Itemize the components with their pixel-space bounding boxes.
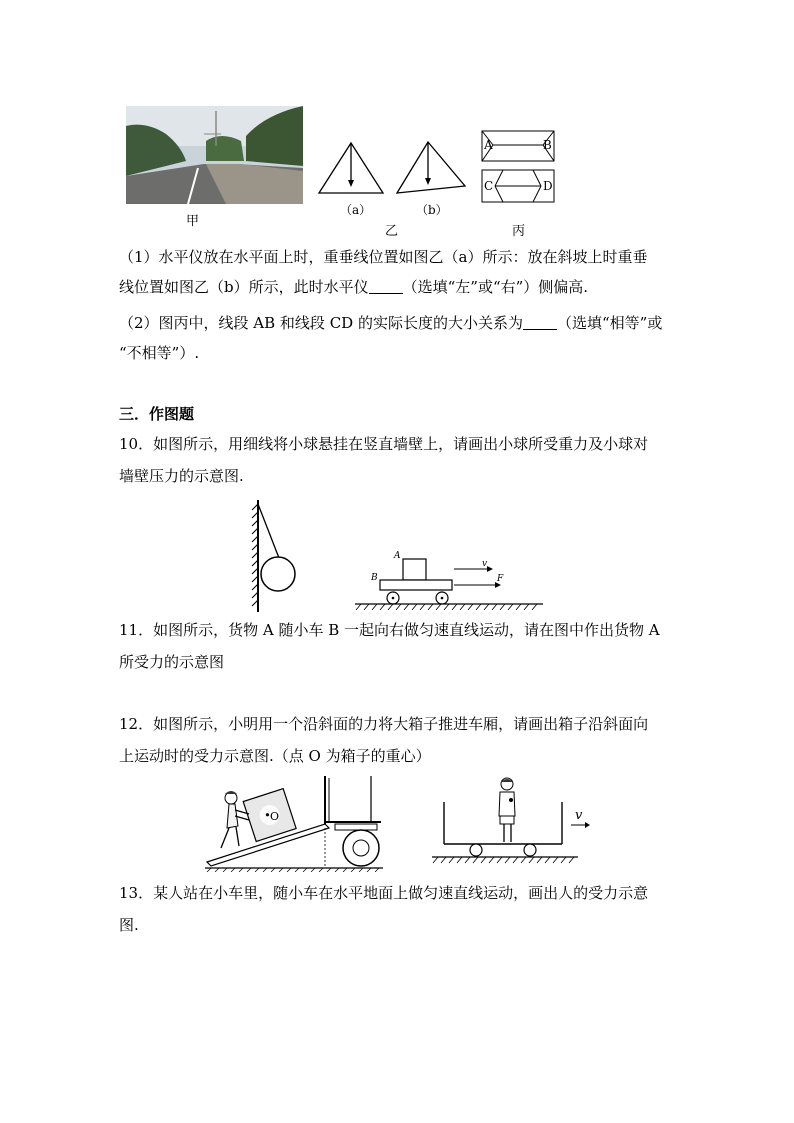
- q9-part2-line2: “不相等”）.: [119, 344, 200, 362]
- label-c: C: [484, 179, 494, 193]
- label-d: D: [543, 179, 553, 193]
- level-a-diagram: [316, 140, 386, 196]
- ramp-box-diagram: [205, 776, 385, 872]
- q9-part2-line1: [119, 306, 662, 340]
- q12-line1: 12．如图所示，小明用一个沿斜面的力将大箱子推进车厢，请画出箱子沿斜面向: [119, 715, 649, 733]
- cart-label-a: A: [394, 551, 401, 561]
- q9-part1-line1: （1）水平仪放在水平面上时，重垂线位置如图乙（a）所示：放在斜坡上时重垂: [119, 248, 648, 266]
- answer-blank[interactable]: [369, 279, 403, 294]
- label-a: A: [484, 138, 493, 152]
- q12-line2: 上运动时的受力示意图.（点 O 为箱子的重心）: [119, 747, 431, 765]
- cart-label-v: v: [482, 559, 488, 569]
- level-b-label: （b）: [416, 203, 448, 217]
- q11-line1: 11．如图所示，货物 A 随小车 B 一起向右做匀速直线运动，请在图中作出货物 A: [119, 621, 660, 639]
- q10-line2: 墙壁压力的示意图.: [119, 467, 244, 485]
- q9-part1-line2: [119, 270, 588, 304]
- q13-line2: 图.: [119, 916, 139, 934]
- section-title: 三．作图题: [119, 405, 195, 423]
- cart-diagram: [355, 551, 545, 611]
- answer-blank[interactable]: [523, 315, 557, 330]
- photo-caption: 甲: [186, 214, 200, 229]
- level-a-label: （a）: [340, 203, 372, 217]
- q10-line1: 10．如图所示，用细线将小球悬挂在竖直墙壁上，请画出小球所受重力及小球对: [119, 435, 649, 453]
- q9-part1-line2-pre: 线位置如图乙（b）所示，此时水平仪: [119, 278, 369, 296]
- illusion-caption: 丙: [512, 224, 526, 239]
- cart-label-b: B: [371, 573, 378, 583]
- road-photo: [126, 106, 303, 204]
- person-cart-label-v: v: [575, 808, 583, 823]
- q9-part2-line1-pre: （2）图丙中，线段 AB 和线段 CD 的实际长度的大小关系为: [119, 314, 523, 332]
- person-cart-diagram: [430, 776, 590, 868]
- label-b: B: [543, 138, 552, 152]
- q11-line2: 所受力的示意图: [119, 653, 225, 671]
- cart-label-f: F: [497, 574, 504, 584]
- q9-part1-line2-post: （选填“左”或“右”）侧偏高.: [402, 278, 589, 296]
- box-label-o: O: [270, 810, 280, 823]
- q9-part2-line1-post: （选填“相等”或: [556, 314, 663, 332]
- level-caption: 乙: [385, 224, 399, 239]
- wall-ball-diagram: [248, 498, 300, 614]
- q13-line1: 13．某人站在小车里，随小车在水平地面上做匀速直线运动，画出人的受力示意: [119, 884, 649, 902]
- level-b-diagram: [395, 140, 467, 196]
